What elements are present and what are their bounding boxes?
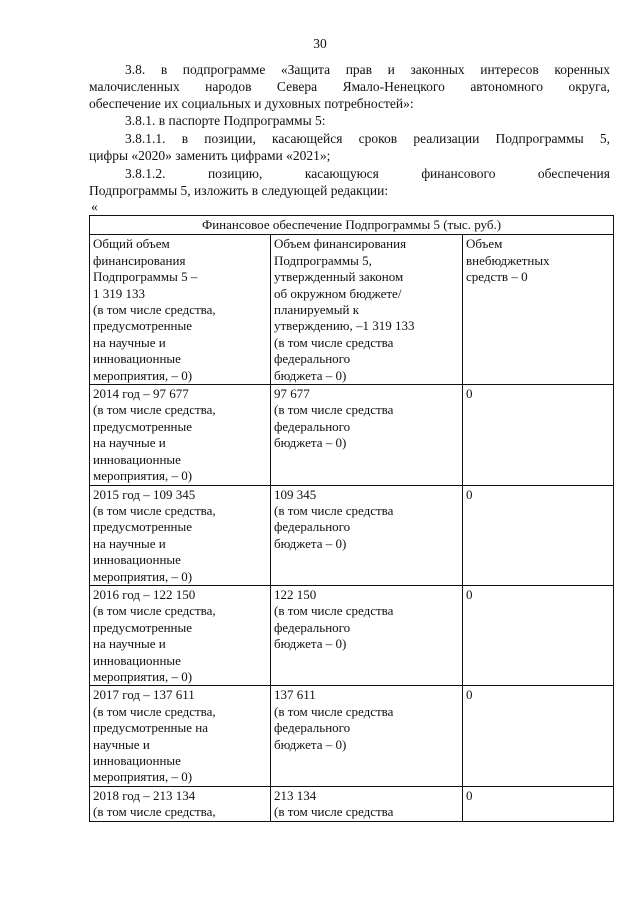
cell-line: на научные и — [93, 435, 166, 451]
cell-line: бюджета – 0) — [274, 367, 347, 383]
cell-line: (в том числе средства — [274, 334, 394, 350]
table-row-header-totals — [90, 235, 614, 385]
cell-line: (в том числе средства, — [93, 703, 216, 719]
table-row — [90, 686, 614, 786]
cell-line: мероприятия, – 0) — [93, 367, 193, 383]
paragraph-3-8-1-2-line-2: Подпрограммы 5, изложить в следующей редакции: — [89, 183, 389, 198]
cell-line: мероприятия, – 0) — [93, 769, 193, 785]
table-cell — [463, 585, 614, 685]
cell-line: на научные и — [93, 535, 166, 551]
cell-line: (в том числе средства — [274, 804, 394, 820]
cell-line: предусмотренные — [93, 519, 193, 535]
cell-line: (в том числе средства, — [93, 302, 216, 318]
table-cell — [90, 585, 271, 685]
cell-line: инновационные — [93, 351, 181, 367]
cell-line: внебюджетных — [466, 252, 550, 268]
cell-line: на научные и — [93, 334, 166, 350]
cell-line: 0 — [466, 586, 473, 602]
cell-line: Подпрограммы 5 – — [93, 269, 198, 285]
cell-line: федерального — [274, 519, 351, 535]
paragraph-3-8-line-1: 3.8. в подпрограмме «Защита прав и законных интересов коренных — [125, 62, 610, 77]
table-cell — [90, 686, 271, 786]
cell-line: финансирования — [93, 252, 186, 268]
table-cell — [463, 786, 614, 821]
cell-line: средств – 0 — [466, 269, 528, 285]
cell-line: 109 345 — [274, 486, 317, 502]
cell-line: 2018 год – 213 134 — [93, 787, 196, 803]
cell-line: Объем финансирования — [274, 236, 407, 252]
paragraph-3-8-1: 3.8.1. в паспорте Подпрограммы 5: — [125, 113, 326, 128]
cell-line: 137 611 — [274, 687, 316, 703]
table-cell — [271, 585, 463, 685]
table-cell — [463, 385, 614, 485]
table-cell — [271, 786, 463, 821]
cell-line: инновационные — [93, 753, 181, 768]
cell-line: мероприятия, – 0) — [93, 568, 193, 584]
cell-line: 122 150 — [274, 586, 317, 602]
cell-line: 2014 год – 97 677 — [93, 386, 189, 402]
cell-line: 2017 год – 137 611 — [93, 687, 195, 703]
cell-line: предусмотренные на — [93, 720, 209, 736]
table-cell — [90, 385, 271, 485]
cell-line: 0 — [466, 687, 473, 703]
cell-line: федерального — [274, 418, 351, 434]
cell-line: планируемый к — [274, 302, 360, 318]
table-row — [90, 585, 614, 685]
table-row — [90, 385, 614, 485]
table-body — [90, 235, 614, 821]
cell-line: федерального — [274, 619, 351, 635]
cell-line: инновационные — [93, 451, 181, 467]
cell-line: бюджета – 0) — [274, 736, 347, 752]
cell-line: утверждению, –1 319 133 — [274, 318, 415, 334]
table-cell — [90, 786, 271, 821]
cell-extrabudget-volume — [463, 235, 614, 385]
cell-line: предусмотренные — [93, 619, 193, 635]
financing-table — [89, 215, 614, 822]
cell-line: (в том числе средства, — [93, 603, 216, 619]
cell-line: инновационные — [93, 652, 181, 668]
cell-line: 1 319 133 — [93, 285, 145, 301]
cell-line: Объем — [466, 236, 503, 252]
table-cell — [463, 485, 614, 585]
paragraph-3-8-1-1-line-2: цифры «2020» заменить цифрами «2021»; — [89, 148, 331, 163]
paragraph-3-8-1-1-line-1: 3.8.1.1. в позиции, касающейся сроков реализации Подпрограммы 5, — [125, 131, 610, 146]
cell-approved-volume — [271, 235, 463, 385]
table-cell — [271, 686, 463, 786]
cell-line: утвержденный законом — [274, 269, 404, 285]
cell-line: (в том числе средства, — [93, 804, 216, 820]
cell-line: предусмотренные — [93, 318, 193, 334]
table-cell — [271, 485, 463, 585]
cell-line: Подпрограммы 5, — [274, 252, 372, 268]
cell-line: 0 — [466, 787, 473, 803]
cell-line: 0 — [466, 386, 473, 402]
table-cell — [90, 485, 271, 585]
cell-line: Общий объем — [93, 236, 170, 252]
cell-line: (в том числе средства — [274, 402, 394, 418]
paragraph-3-8-1-2-line-1: 3.8.1.2. позицию, касающуюся финансового обеспечения — [125, 166, 610, 181]
cell-line: федерального — [274, 351, 351, 367]
cell-line: мероприятия, – 0) — [93, 668, 193, 684]
cell-line: на научные и — [93, 636, 166, 652]
cell-line: 213 134 — [274, 787, 317, 803]
cell-line: (в том числе средства — [274, 502, 394, 518]
paragraph-3-8-line-2: малочисленных народов Севера Ямало-Ненецкого автономного округа, — [89, 79, 610, 94]
table-row — [90, 485, 614, 585]
cell-line: 2015 год – 109 345 — [93, 486, 196, 502]
cell-line: об окружном бюджете/ — [274, 285, 402, 301]
table-title: Финансовое обеспечение Подпрограммы 5 (тыс. руб.) — [90, 216, 614, 235]
cell-line: бюджета – 0) — [274, 435, 347, 451]
cell-line: 2016 год – 122 150 — [93, 586, 196, 602]
cell-line: мероприятия, – 0) — [93, 468, 193, 484]
cell-line: бюджета – 0) — [274, 636, 347, 652]
opening-quote-mark: « — [91, 199, 98, 214]
cell-line: 97 677 — [274, 386, 310, 402]
table-row — [90, 786, 614, 821]
table-cell — [463, 686, 614, 786]
cell-line: инновационные — [93, 552, 181, 568]
cell-line: федерального — [274, 720, 351, 736]
cell-line: (в том числе средства — [274, 603, 394, 619]
cell-line: 0 — [466, 486, 473, 502]
cell-line: бюджета – 0) — [274, 535, 347, 551]
cell-line: предусмотренные — [93, 418, 193, 434]
cell-total-volume — [90, 235, 271, 385]
table-cell — [271, 385, 463, 485]
cell-line: научные и — [93, 736, 150, 752]
paragraph-3-8-line-3: обеспечение их социальных и духовных потребностей»: — [89, 96, 414, 111]
cell-line: (в том числе средства, — [93, 502, 216, 518]
page-number: 30 — [313, 36, 327, 51]
cell-line: (в том числе средства — [274, 703, 394, 719]
cell-line: (в том числе средства, — [93, 402, 216, 418]
